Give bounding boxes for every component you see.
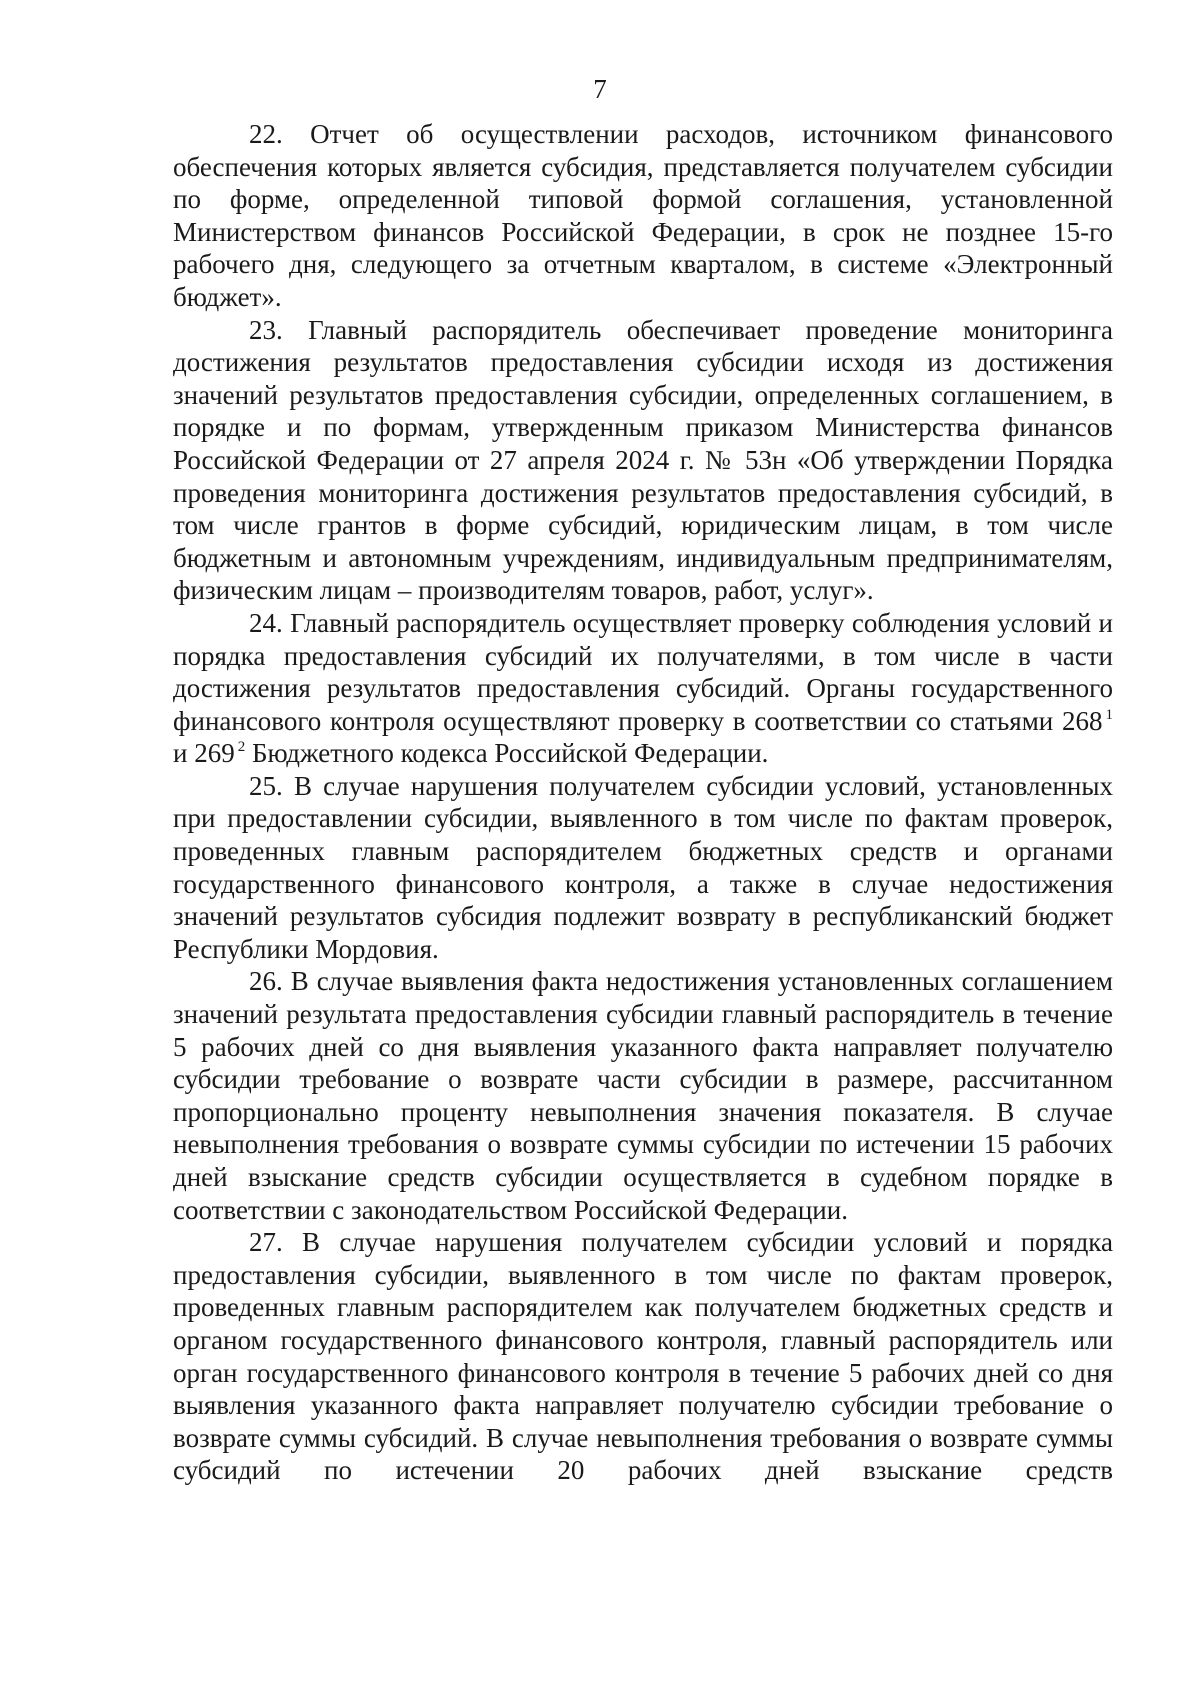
- paragraph-24-text-part-3: Бюджетного кодекса Российской Федерации.: [245, 738, 769, 769]
- paragraph-25: 25. В случае нарушения получателем субсидии условий, установленных при предоставлении субсидии, выявленного в том числе по фактам проверок, проведенных главным распорядителем бюджетных средств и органами государственного финансового контроля, а также в случае недостижения значений результатов субсидия подлежит возврату в республиканский бюджет Республики Мордовия.: [173, 770, 1113, 964]
- paragraph-26: 26. В случае выявления факта недостижения установленных соглашением значений результата предоставления субсидии главный распорядитель в течение 5 рабочих дней со дня выявления указанного факта направляет получателю субсидии требование о возврате части субсидии в размере, рассчитанном пропорционально проценту невыполнения значения показателя. В случае невыполнения требования о возврате суммы субсидии по истечении 15 рабочих дней взыскание средств субсидии осуществляется в судебном порядке в соответствии с законодательством Российской Федерации.: [173, 966, 1113, 1225]
- paragraph-24-text-part-2: и 269: [173, 738, 235, 769]
- paragraph-22: 22. Отчет об осуществлении расходов, источником финансового обеспечения которых является субсидия, представляется получателем субсидии по форме, определенной типовой формой соглашения, установленной Министерством финансов Российской Федерации, в срок не позднее 15-го рабочего дня, следующего за отчетным кварталом, в системе «Электронный бюджет».: [173, 119, 1113, 312]
- paragraph-24: [173, 607, 1113, 770]
- document-body: [173, 118, 1113, 1487]
- paragraph-24-text-part-1: 24. Главный распорядитель осуществляет проверку соблюдения условий и порядка предоставления субсидий их получателями, в том числе в части достижения результатов предоставления субсидий. Органы государственного финансового контроля осуществляют проверку в соответствии со статьями 268: [173, 607, 1113, 736]
- superscript-article-268: 1: [1105, 706, 1113, 723]
- superscript-article-269: 2: [237, 739, 246, 756]
- paragraph-23: 23. Главный распорядитель обеспечивает проведение мониторинга достижения результатов предоставления субсидии исходя из достижения значений результатов предоставления субсидии, определенных соглашением, в порядке и по формам, утвержденным приказом Министерства финансов Российской Федерации от 27 апреля 2024 г. № 53н «Об утверждении Порядка проведения мониторинга достижения результатов предоставления субсидий, в том числе грантов в форме субсидий, юридическим лицам, в том числе бюджетным и автономным учреждениям, индивидуальным предпринимателям, физическим лицам – производителям товаров, работ, услуг».: [173, 314, 1113, 606]
- page-number: 7: [593, 74, 607, 104]
- paragraph-27: 27. В случае нарушения получателем субсидии условий и порядка предоставления субсидии, выявленного в том числе по фактам проверок, проведенных главным распорядителем как получателем бюджетных средств и органом государственного финансового контроля, главный распорядитель или орган государственного финансового контроля в течение 5 рабочих дней со дня выявления указанного факта направляет получателю субсидии требование о возврате суммы субсидий. В случае невыполнения требования о возврате суммы субсидий по истечении 20 рабочих дней взыскание средств: [173, 1227, 1113, 1486]
